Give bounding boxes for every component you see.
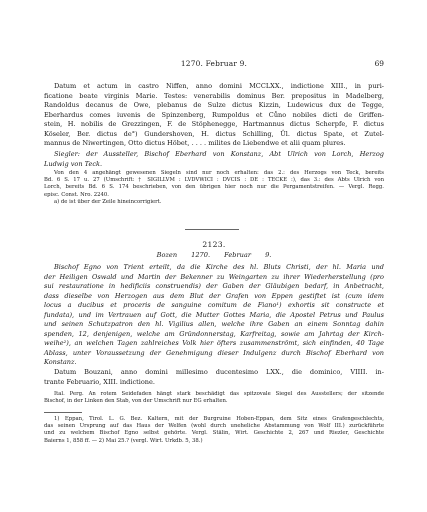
summary-line: spenden, 12, denjenigen, welche am Gründonnerstag, Karfreitag, sowie am Jahrtag der Kirch- xyxy=(44,329,384,338)
note-line: episc. Const. Nro. 2240. xyxy=(44,191,109,198)
summary-line: und seinen Schutzpatron den hl. Vigilius allen, welche ihre Gaben an einem Sonntag dahin xyxy=(44,320,384,328)
header-date: 1270. Februar 9. xyxy=(180,59,248,68)
datum-line: trante Februario, XIII. indictione. xyxy=(44,377,155,386)
note-line: Bischof, in der Linken den Stab, von der Umschrift nur EG erhalten. xyxy=(44,398,228,405)
summary-line: Bischof Egno von Trient erteilt, da die Kirche des hl. Bluts Christi, der hl. Maria und xyxy=(54,263,384,271)
summary-line: der Heiligen Oswald und Martin der Bekenner zu Weingarten zu ihrer Wiederherstellung (pro xyxy=(44,272,384,281)
document-dateline xyxy=(44,251,384,259)
document-date: Februar 9. xyxy=(224,251,272,259)
footnote-line: 1) Eppan, Tirol. L. G. Bez. Kaltern, mit der Burgruine Hoben-Eppan, dem Sitz eines Grafengeschlechts, xyxy=(54,416,384,422)
note-line: Lorch, bereits Bd. 6 S. 174 beschrieben, von den übrigen hier noch nur die Pergamentstreifen. — Vergl. Regg. xyxy=(44,184,384,191)
text-line: stein, H. nobilis de Grezzingen, F. de Stöphenegge, Hartmannus dictus Scherpfe, F. dictus xyxy=(44,120,384,128)
document-place: Bozen 1270. xyxy=(156,251,211,259)
text-line: Datum et actum in castro Niffen, anno domini MCCLXX., indictione XIII., in puri- xyxy=(54,82,384,90)
text-line: Randoldus decanus de Owe, plebanus de Sulze dictus Kizzin, Ludewicus dux de Tegge, xyxy=(44,101,384,109)
running-header xyxy=(44,59,384,71)
footnote-line: und zu welchem Bischof Egno selbst gehörte. Vergl. Stälin, Wirt. Geschichte 2, 267 und Riezler, Geschichte xyxy=(44,430,384,437)
summary-line: Ablass, unter Voraussetzung der Genehmigung dieser Indulgenz durch Bischof Eberhard von xyxy=(44,348,384,357)
footnote-line: das seinen Ursprung auf das Haus der Welfen (wohl durch uneheliche Abstammung von Wolf III.) zurückführte xyxy=(44,423,384,430)
text-line: mannus de Niwertingen, Otto dictus Höbet, . . . . milites de Liebendwe et alii quam plures. xyxy=(44,139,346,147)
sealers-line: Ludwig von Teck. xyxy=(44,159,103,168)
summary-line: sui restauratione in hedificiis construendis) der Gaben der Gläubigen bedarf, in Anbetracht, xyxy=(44,282,384,290)
datum-line: Datum Bouzani, anno domini millesimo ducentesimo LXX., die dominico, VIIII. in- xyxy=(54,368,384,376)
summary-line: dass dieselbe von Herzogen aus dem Blut der Grafen von Eppen gestiftet ist (cum idem xyxy=(44,291,384,300)
footnote-divider xyxy=(44,412,82,413)
note-line: Ital. Perg. An rotem Seidefaden hängt stark beschädigt das spitzovale Siegel des Ausstellers; der sitzende xyxy=(54,391,384,397)
summary-line: weihe²), an welchen Tagen zahlreiches Volk hier öfters zusammenströmt, sich einfinden, 40 Tage xyxy=(44,339,384,347)
summary-line: fundata), und im Vertrauen auf Gott, die Mutter Gottes Maria, die Apostel Petrus und Paulus xyxy=(44,310,384,319)
section-divider xyxy=(185,229,239,230)
document-number: 2123. xyxy=(202,240,226,249)
summary-line: Konstanz. xyxy=(44,358,77,366)
page-number: 69 xyxy=(374,59,384,68)
text-line: Eberhardus comes iuvenis de Spinzenberg, Rumpoldus et Cůno nobiles dicti de Griffen- xyxy=(44,110,384,119)
summary-line: locus a ducibus et proceris de sanguine comitum de Fiano¹) exhortis sit constructe et xyxy=(44,301,384,309)
note-line: Von den 4 angehängt gewesenen Siegeln sind nur noch erhalten: das 2.: des Herzogs von Teck, bereits xyxy=(54,170,384,176)
footnote-line: a) de ist über der Zeile hineincorrigiert. xyxy=(54,199,162,206)
text-line: Köseler, Ber. dictus de°) Gundershoven, H. dictus Schilling, Ûl. dictus Spate, et Zutel- xyxy=(44,129,384,138)
sealers-line: Siegler: der Aussteller, Bischof Eberhard von Konstanz, Abt Ulrich von Lorch, Herzog xyxy=(54,150,384,158)
footnote-line: Baierns 1, 858 ff. — 2) Mai 25.? (vergl. Wirt. Urkdb. 5, 38.) xyxy=(44,437,203,444)
text-line: ficatione beate virginis Marie. Testes: venerabilis dominus Ber. prepositus in Madelberg, xyxy=(44,91,384,100)
note-line: Bd. 6 S. 17 u. 27 (Umschrift: † SIGILLVM : LVDVWICI : DVCIS : DE : TECKE :), das 3.: des Abts Ulrich von xyxy=(44,177,384,184)
